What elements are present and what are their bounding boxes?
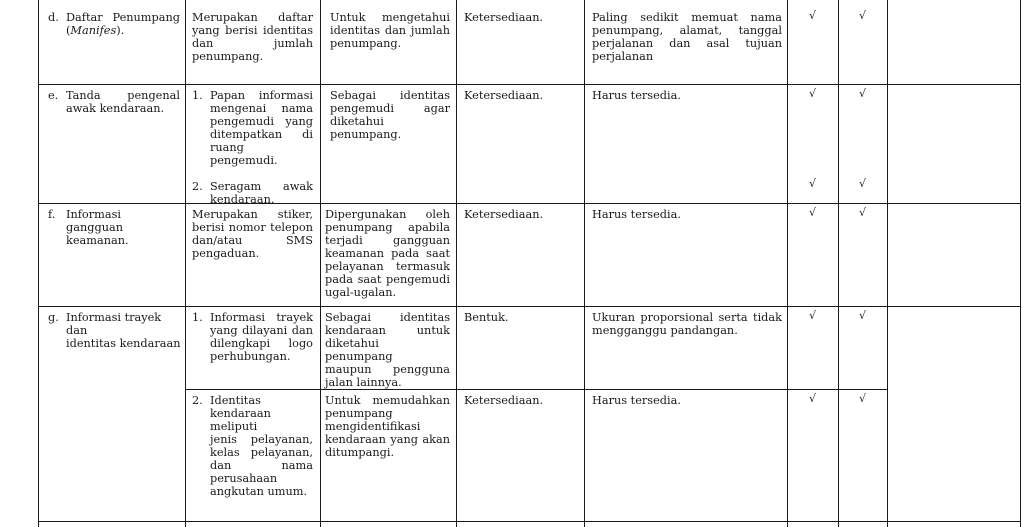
item-purpose: Sebagai identitas pengemudi agar diketahui penumpang. <box>330 89 450 141</box>
check-mark-icon: √ <box>809 9 817 22</box>
item-standard: Harus tersedia. <box>592 89 681 102</box>
item-purpose: Untuk memudahkan penumpang mengidentifikasi kendaraan yang akan ditumpangi. <box>325 394 450 459</box>
item-indicator: Ketersediaan. <box>464 208 544 221</box>
item-standard: Harus tersedia. <box>592 394 681 407</box>
row-letter: d. <box>48 11 59 24</box>
check-mark-icon: √ <box>859 309 867 322</box>
item-description: 1. Informasi trayek yang dilayani dan dilengkapi logo perhubungan. <box>192 311 313 363</box>
check-mark-icon: √ <box>809 87 817 100</box>
check-mark-icon: √ <box>859 392 867 405</box>
check-mark-icon: √ <box>859 177 867 190</box>
item-indicator: Ketersediaan. <box>464 11 544 24</box>
item-name: Tanda pengenal awak kendaraan. <box>66 89 180 115</box>
item-description: 2. Identitas kendaraan meliputi jenis pelayanan, kelas pelayanan, dan nama perusahaan angkutan umum. <box>192 394 313 498</box>
item-standard: Ukuran proporsional serta tidak mengganggu pandangan. <box>592 311 782 337</box>
item-indicator: Bentuk. <box>464 311 509 324</box>
item-indicator: Ketersediaan. <box>464 89 544 102</box>
item-purpose: Untuk mengetahui identitas dan jumlah penumpang. <box>330 11 450 50</box>
item-description: 1. Papan informasi mengenai nama pengemudi yang ditempatkan di ruang pengemudi. 2. Seragam awak kendaraan. <box>192 89 313 206</box>
check-mark-icon: √ <box>809 206 817 219</box>
item-purpose: Sebagai identitas kendaraan untuk diketahui penumpang maupun pengguna jalan lainnya. <box>325 311 450 389</box>
item-standard: Paling sedikit memuat nama penumpang, alamat, tanggal perjalanan dan asal tujuan perjalanan <box>592 11 782 63</box>
item-standard: Harus tersedia. <box>592 208 681 221</box>
check-mark-icon: √ <box>809 177 817 190</box>
item-name: Informasi gangguan keamanan. <box>66 208 129 247</box>
row-letter: f. <box>48 208 56 221</box>
check-mark-icon: √ <box>809 392 817 405</box>
row-letter: e. <box>48 89 59 102</box>
item-name: Daftar Penumpang (Manifes). <box>66 11 180 37</box>
check-mark-icon: √ <box>859 87 867 100</box>
check-mark-icon: √ <box>859 206 867 219</box>
item-indicator: Ketersediaan. <box>464 394 544 407</box>
item-description: Merupakan stiker, berisi nomor telepon dan/atau SMS pengaduan. <box>192 208 313 260</box>
row-letter: g. <box>48 311 59 324</box>
check-mark-icon: √ <box>859 9 867 22</box>
item-description: Merupakan daftar yang berisi identitas dan jumlah penumpang. <box>192 11 313 63</box>
item-name: Informasi trayek dan identitas kendaraan <box>66 311 181 350</box>
check-mark-icon: √ <box>809 309 817 322</box>
item-purpose: Dipergunakan oleh penumpang apabila terjadi gangguan keamanan pada saat pelayanan termasuk pada saat pengemudi ugal-ugalan. <box>325 208 450 299</box>
